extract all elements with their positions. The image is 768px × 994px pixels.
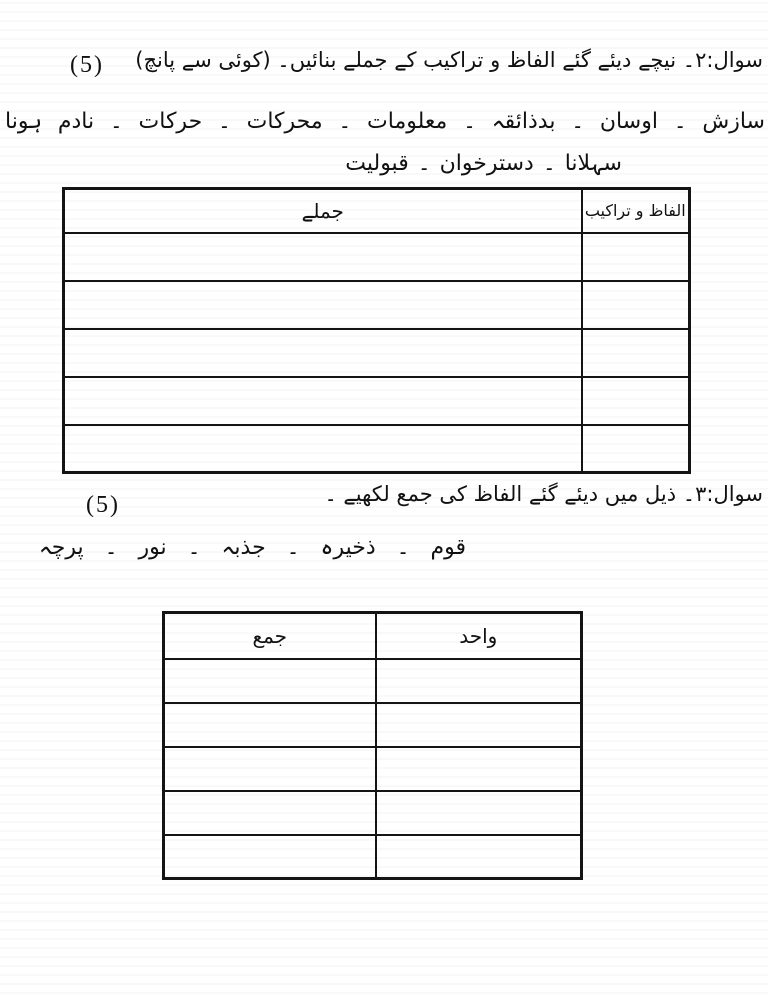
header-cell-words-phrases: الفاظ و تراکیب [582,189,690,233]
answer-row [64,425,690,473]
answer-cell [164,659,376,703]
answer-row [64,233,690,281]
answer-cell [376,791,582,835]
answer-cell [582,281,690,329]
answer-row [164,703,582,747]
question-3-wordbank: قوم ۔ ذخیرہ ۔ جذبہ ۔ نور ۔ پرچہ [38,535,466,560]
header-cell-plural: جمع [164,613,376,659]
answer-cell [164,703,376,747]
answer-row [164,659,582,703]
header-cell-singular: واحد [376,613,582,659]
question-3-heading: سوال:۳۔ ذیل میں دیئے گئے الفاظ کی جمع لکھیے ۔ [324,482,763,506]
answer-cell [64,425,582,473]
answer-row [64,329,690,377]
answer-cell [582,377,690,425]
answer-row [164,747,582,791]
answer-row [164,791,582,835]
answer-cell [164,835,376,879]
header-cell-sentences: جملے [64,189,582,233]
plural-table [162,611,583,880]
question-2-wordbank-line-1: سازش ۔ اوسان ۔ بدذائقہ ۔ معلومات ۔ محرکات ۔ حرکات ۔ نادم ہونا [5,109,765,134]
answer-cell [376,703,582,747]
answer-cell [582,425,690,473]
sentences-table [62,187,691,474]
answer-cell [376,835,582,879]
answer-cell [64,233,582,281]
answer-cell [376,747,582,791]
answer-cell [582,329,690,377]
answer-cell [64,377,582,425]
answer-cell [64,281,582,329]
question-2-marks: (5) [70,52,104,78]
question-2-heading: سوال:۲۔ نیچے دیئے گئے الفاظ و تراکیب کے جملے بنائیں۔ (کوئی سے پانچ) [135,48,763,72]
question-2-wordbank-line-2: سہلانا ۔ دسترخوان ۔ قبولیت [345,151,622,176]
answer-row [64,281,690,329]
question-3-marks: (5) [86,492,120,518]
answer-row [164,835,582,879]
plural-table-header-row [164,613,582,659]
answer-row [64,377,690,425]
sentences-table-header-row [64,189,690,233]
answer-cell [64,329,582,377]
answer-cell [164,747,376,791]
answer-cell [164,791,376,835]
answer-cell [582,233,690,281]
answer-cell [376,659,582,703]
